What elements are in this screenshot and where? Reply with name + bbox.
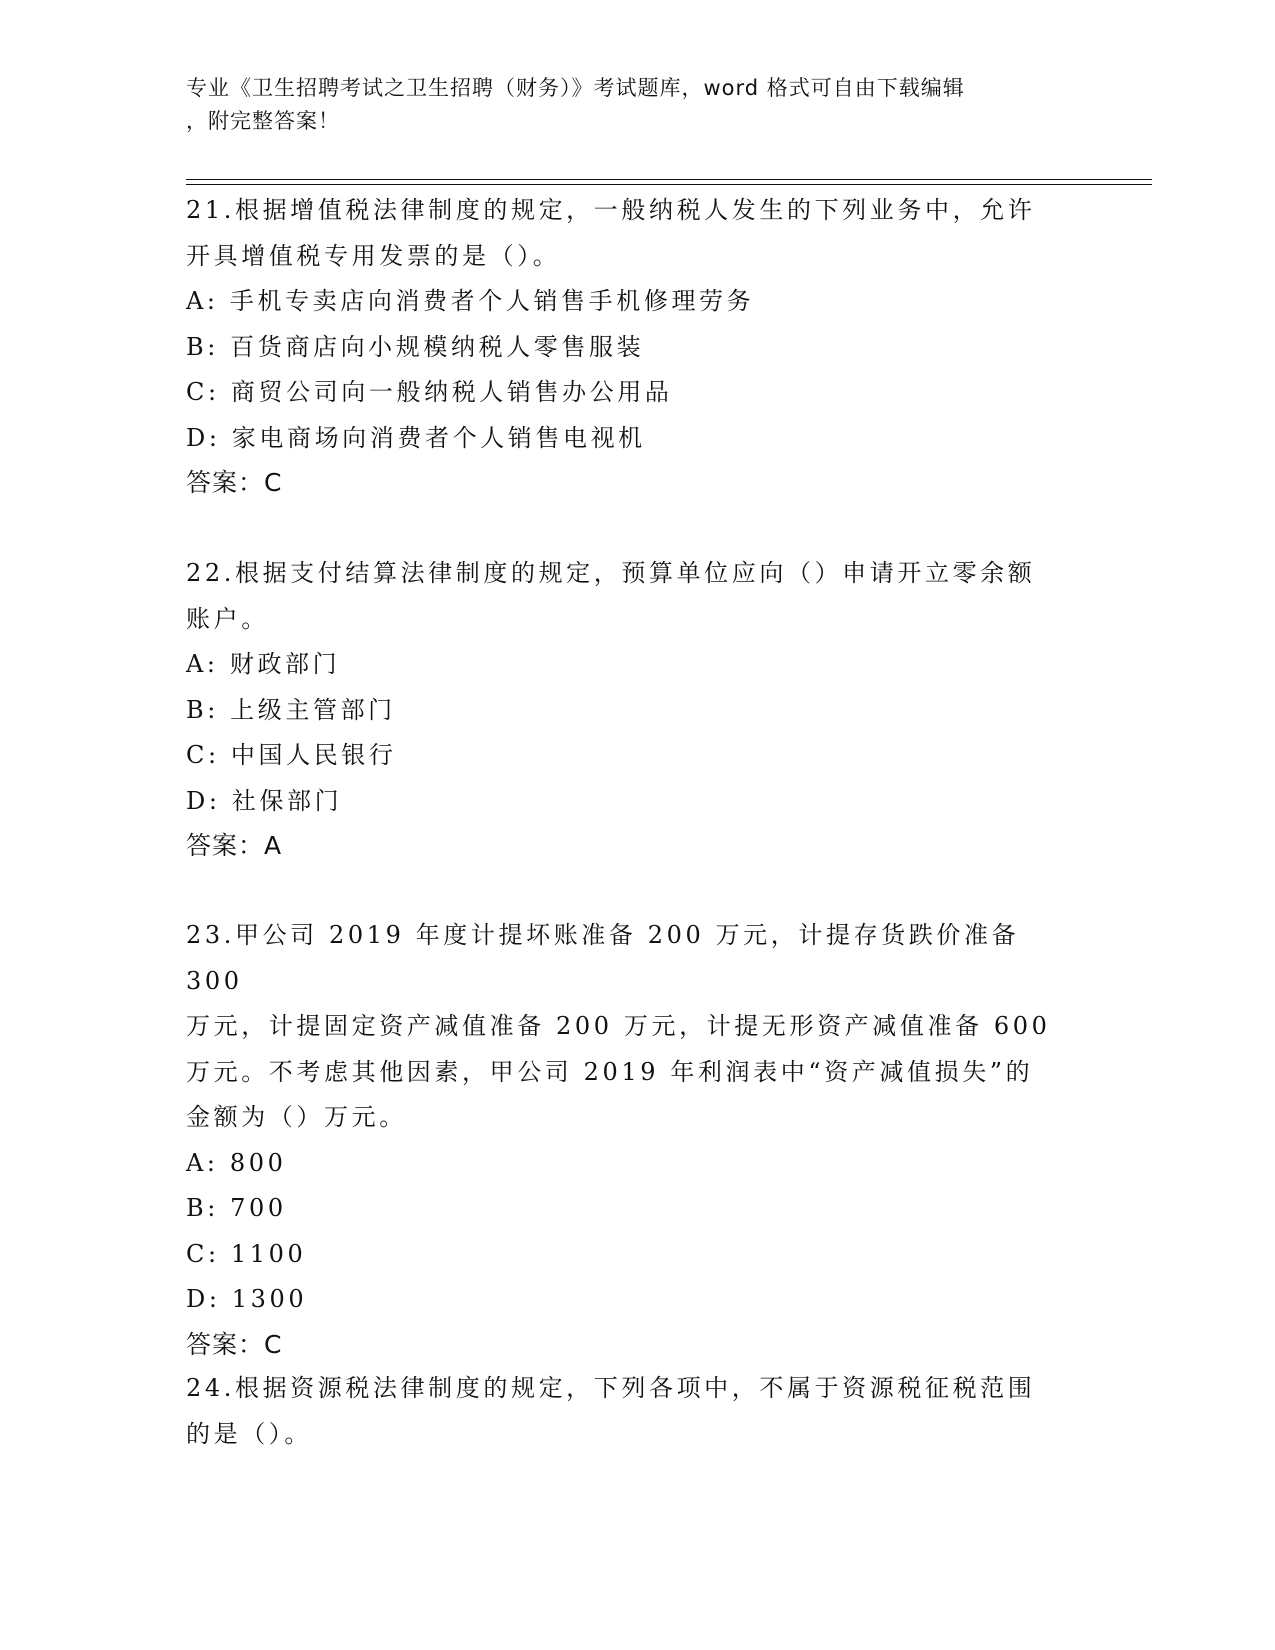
option-key: A: [186,1148,219,1177]
question-stem-line: 账户。 [186,604,269,633]
question-stem-line: 金额为（）万元。 [186,1103,407,1131]
option-key: B: [186,695,219,724]
option-a [186,279,1086,325]
option-d [186,779,1086,825]
option-text: 百货商店向小规模纳税人零售服装 [230,332,645,361]
option-d [186,416,1086,462]
option-text: 上级主管部门 [230,695,396,724]
document-header [186,72,1066,138]
question-stem-line: 22.根据支付结算法律制度的规定，预算单位应向（）申请开立零余额 [186,559,1036,587]
option-key: C: [186,741,220,769]
question-stem-line: 23.甲公司 2019 年度计提坏账准备 200 万元，计提存货跌价准备 300 [186,921,1020,995]
option-text: 中国人民银行 [230,741,397,769]
answer-line: 答案：C [186,468,283,497]
answer-line: 答案：A [186,831,283,860]
option-key: C: [186,378,220,406]
option-key: D: [186,786,221,815]
question-stem-line: 万元，计提固定资产减值准备 200 万元，计提无形资产减值准备 600 [186,1012,1051,1040]
option-a [186,1141,1086,1187]
question-21 [186,188,1086,505]
option-key: D: [186,423,221,452]
option-key: A: [186,650,219,678]
option-key: B: [186,332,219,361]
option-key: D: [186,1285,221,1313]
option-c [186,1232,1086,1278]
option-text: 社保部门 [231,786,343,815]
option-b [186,325,1086,371]
option-key: B: [186,1194,219,1222]
option-b [186,1186,1086,1232]
question-stem-line: 的是（）。 [186,1419,312,1448]
question-22 [186,551,1086,868]
option-key: C: [186,1239,220,1268]
option-text: 1100 [230,1239,307,1268]
header-line-2: ，附完整答案！ [186,109,340,133]
question-stem-line: 万元。不考虑其他因素，甲公司 2019 年利润表中“资产减值损失”的 [186,1057,1034,1086]
question-23 [186,913,1086,1367]
question-stem-line: 24.根据资源税法律制度的规定，下列各项中，不属于资源税征税范围 [186,1374,1036,1402]
option-key: A: [186,287,219,315]
question-stem-line: 开具增值税专用发票的是（）。 [186,241,561,270]
option-c [186,370,1086,416]
header-divider-bottom [186,184,1152,185]
option-text: 1300 [231,1285,308,1313]
option-b [186,688,1086,734]
question-stem-line: 21.根据增值税法律制度的规定，一般纳税人发生的下列业务中，允许 [186,196,1036,224]
option-text: 财政部门 [229,650,341,678]
answer-line: 答案：C [186,1329,283,1359]
option-text: 700 [230,1194,287,1222]
option-d [186,1277,1086,1323]
header-line-1: 专业《卫生招聘考试之卫生招聘（财务）》考试题库，word 格式可自由下载编辑 [186,76,965,100]
option-text: 手机专卖店向消费者个人销售手机修理劳务 [229,287,755,315]
header-divider-top [186,179,1152,180]
option-c [186,733,1086,779]
option-text: 商贸公司向一般纳税人销售办公用品 [230,378,673,406]
question-24 [186,1366,1086,1457]
option-text: 家电商场向消费者个人销售电视机 [231,423,646,452]
option-a [186,642,1086,688]
option-text: 800 [229,1148,287,1177]
